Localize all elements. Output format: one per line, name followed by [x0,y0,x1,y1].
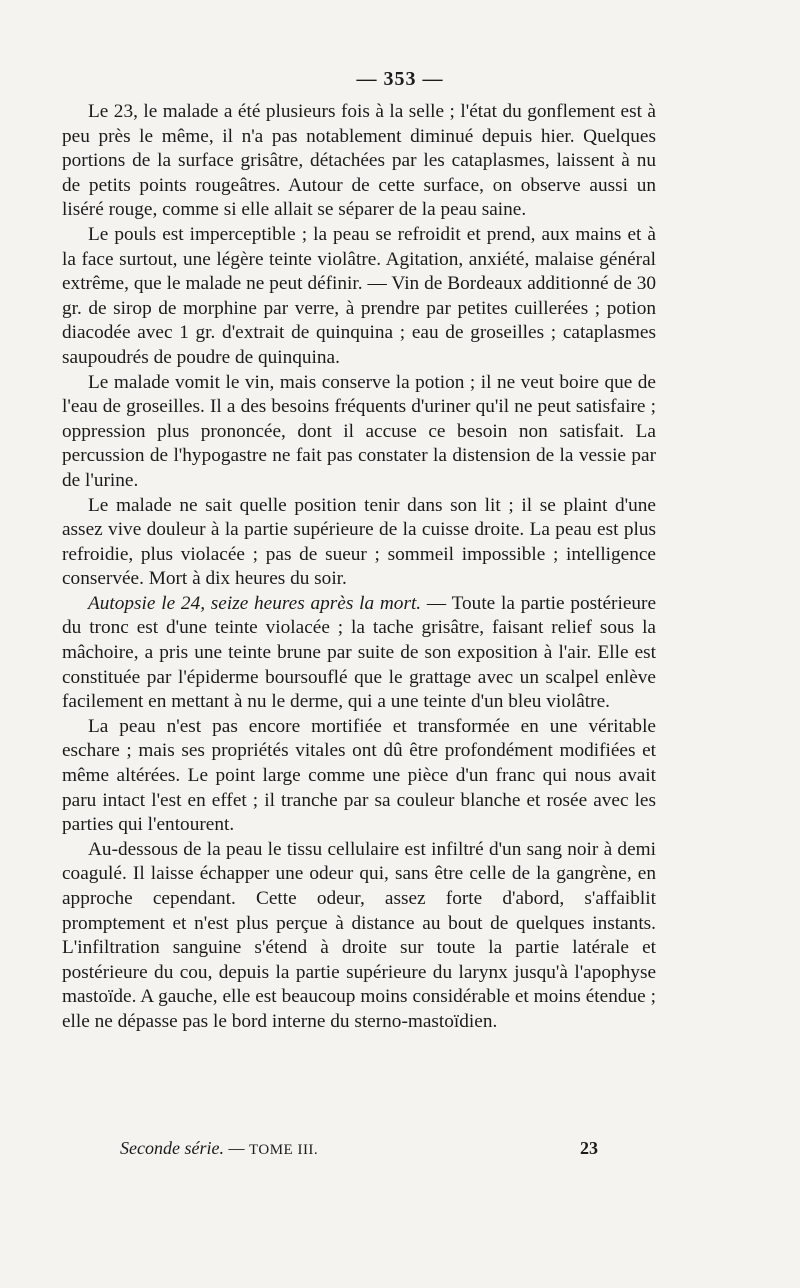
paragraph-text: — Toute la partie postérieure du tronc est d'une teinte violacée ; la tache grisâtre, faisant relief sous la mâchoire, a pris une teinte brune par suite de son exposition à l'air. Elle est constituée par l'épiderme boursouflé que le grattage avec un scalpel enlève facilement en mettant à nu le derme, qui a une teinte d'un bleu violâtre. [62,592,657,713]
paragraph [62,494,656,592]
footer-tome: TOME III. [248,1142,319,1158]
paragraph-text: Au-dessous de la peau le tissu cellulaire est infiltré d'un sang noir à demi coagulé. Il laisse échapper une odeur qui, sans être celle de la gangrène, en approche cependant. Cette odeur, assez forte d'abord, s'affaiblit promptement et n'est plus perçue à distance au bout de quelques instants. L'infiltration sanguine s'étend à droite sur toute la partie latérale et postérieure du cou, depuis la partie supérieure du larynx jusqu'à l'apophyse mastoïde. A gauche, elle est beaucoup moins considérable et moins étendue ; elle ne dépasse pas le bord interne du sterno-mastoïdien. [62,838,656,1032]
paragraph [62,838,656,1035]
paragraph-text: La peau n'est pas encore mortifiée et transformée en une véritable eschare ; mais ses propriétés vitales ont dû être profondément modifiées et même altérées. Le point large comme une pièce d'un franc qui nous avait paru intact l'est en effet ; il tranche par sa couleur blanche et rosée avec les parties qui l'entourent. [62,715,656,836]
paragraph [62,715,656,838]
paragraph-autopsie [62,592,656,715]
paragraph-text: Le pouls est imperceptible ; la peau se refroidit et prend, aux mains et à la face surtout, une légère teinte violâtre. Agitation, anxiété, malaise général extrême, que le malade ne peut définir. — Vin de Bordeaux additionné de 30 gr. de sirop de morphine par verre, à prendre par petites cuillerées ; potion diacodée avec 1 gr. d'extrait de quinquina ; eau de groseilles ; cataplasmes saupoudrés de poudre de quinquina. [62,223,656,368]
footer-signature-mark: 23 [580,1138,598,1158]
footer-volume [120,1138,318,1159]
paragraph-lead-italic: Autopsie le 24, seize heures après la mort. [88,592,422,614]
body-text [62,100,656,1035]
paragraph-text: Le malade vomit le vin, mais conserve la potion ; il ne veut boire que de l'eau de groseilles. Il a des besoins fréquents d'uriner qu'il ne peut satisfaire ; oppression plus prononcée, dont il accuse ce besoin non satisfait. La percussion de l'hypogastre ne fait pas constater la distension de la vessie par de l'urine. [62,371,656,491]
paragraph [62,100,656,223]
page-footer [120,1138,598,1159]
footer-series: Seconde série. — [120,1138,245,1158]
page-number: — 353 — [356,68,444,90]
paragraph-text: Le malade ne sait quelle position tenir dans son lit ; il se plaint d'une assez vive douleur à la partie supérieure de la cuisse droite. La peau est plus refroidie, plus violacée ; pas de sueur ; sommeil impossible ; intelligence conservée. Mort à dix heures du soir. [62,494,656,590]
paragraph [62,223,656,371]
paragraph [62,371,656,494]
paragraph-text: Le 23, le malade a été plusieurs fois à la selle ; l'état du gonflement est à peu près le même, il n'a pas notablement diminué depuis hier. Quelques portions de la surface grisâtre, détachées par les cataplasmes, laissent à nu de petits points rougeâtres. Autour de cette surface, on observe aussi un liséré rouge, comme si elle allait se séparer de la peau saine. [62,101,656,221]
